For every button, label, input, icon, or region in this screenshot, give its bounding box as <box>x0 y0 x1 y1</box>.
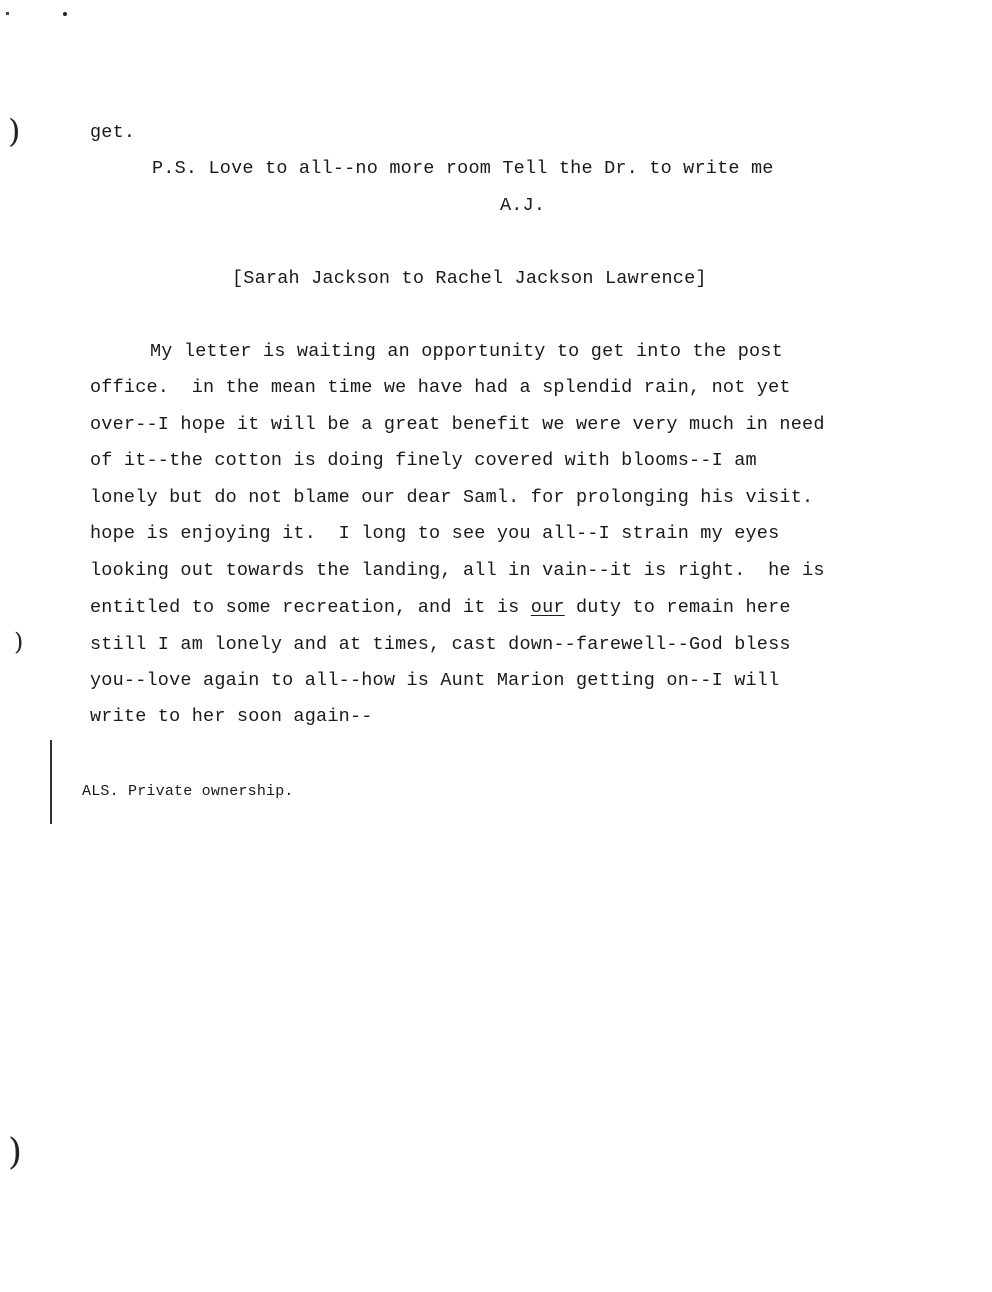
postscript: P.S. Love to all--no more room Tell the Dr. to write me <box>152 158 774 179</box>
underlined-word: our <box>530 597 565 618</box>
body-line-10: you--love again to all--how is Aunt Marion getting on--I will <box>90 670 780 691</box>
body-line-8 <box>90 597 791 619</box>
body-line-4: of it--the cotton is doing finely covered with blooms--I am <box>90 450 757 471</box>
signature: A.J. <box>500 195 546 216</box>
body-line-8-end: duty to remain here <box>564 597 791 618</box>
body-line-9: still I am lonely and at times, cast down--farewell--God bless <box>90 634 791 655</box>
body-line-7: looking out towards the landing, all in vain--it is right. he is <box>90 560 825 581</box>
speck <box>6 12 9 15</box>
binding-mark-middle: ) <box>14 628 24 656</box>
body-line-2: office. in the mean time we have had a splendid rain, not yet <box>90 377 791 398</box>
closing-word: get. <box>90 122 136 143</box>
binding-mark-top: ) <box>8 112 21 150</box>
body-line-3: over--I hope it will be a great benefit we were very much in need <box>90 414 825 435</box>
margin-bar <box>50 740 52 824</box>
binding-mark-bottom: ) <box>8 1132 23 1173</box>
body-line-11: write to her soon again-- <box>90 706 373 727</box>
body-line-6: hope is enjoying it. I long to see you all--I strain my eyes <box>90 523 780 544</box>
body-line-8-start: entitled to some recreation, and it is <box>90 597 531 618</box>
source-note: ALS. Private ownership. <box>82 783 294 800</box>
letter-heading: [Sarah Jackson to Rachel Jackson Lawrence] <box>232 268 707 289</box>
body-line-5: lonely but do not blame our dear Saml. for prolonging his visit. <box>90 487 814 508</box>
speck <box>63 12 67 16</box>
body-line-1: My letter is waiting an opportunity to get into the post <box>150 341 783 362</box>
